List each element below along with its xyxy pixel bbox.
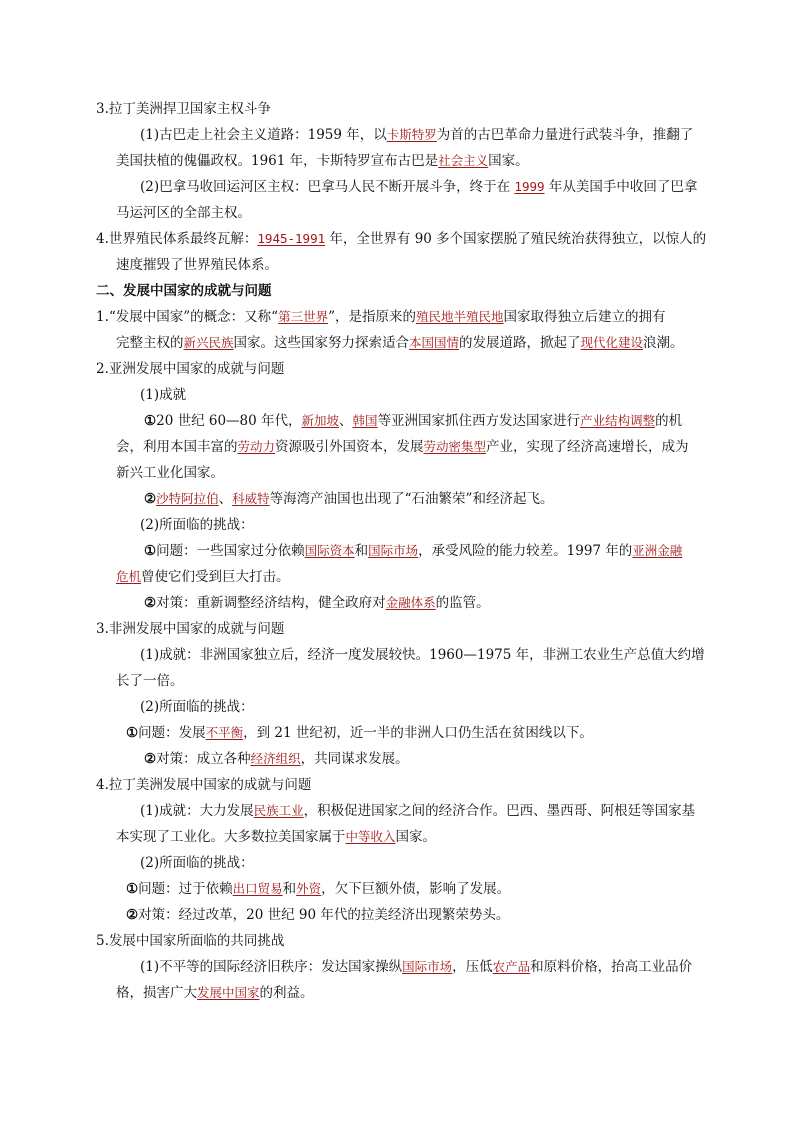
text-run: (1)不平等的国际经济旧秩序：发达国家操纵: [140, 959, 403, 975]
paragraph-line: [0, 798, 794, 824]
answer-underline: 社会主义: [438, 153, 489, 168]
answer-underline: 本国国情: [409, 335, 460, 350]
text-run: 完整主权的: [116, 335, 184, 351]
answer-underline: 1945-1991: [257, 231, 326, 246]
item-number: ①: [126, 725, 139, 741]
paragraph-line: [0, 226, 794, 252]
text-run: (1)成就: [140, 387, 187, 403]
text-run: 对策：成立各种: [156, 751, 251, 767]
subsection-title: [0, 382, 794, 408]
answer-underline: 现代化建设: [580, 335, 644, 350]
answer-underline: 不平衡: [205, 725, 244, 740]
text-run: 5.发展中国家所面临的共同挑战: [96, 933, 285, 949]
paragraph-line: [0, 564, 794, 590]
item-number: ②: [144, 491, 157, 507]
answer-underline: 经济组织: [250, 751, 301, 766]
answer-underline: 国际市场: [368, 543, 419, 558]
paragraph-line: [0, 746, 794, 772]
text-run: 马运河区的全部主权。: [116, 205, 251, 221]
text-run: 速度摧毁了世界殖民体系。: [116, 257, 278, 273]
text-run: (1)成就：大力发展: [140, 803, 254, 819]
text-run: 本实现了工业化。大多数拉美国家属于: [116, 829, 346, 845]
text-run: ”，是指原来的: [328, 309, 417, 325]
paragraph-line: [0, 954, 794, 980]
answer-underline: 国际市场: [402, 959, 453, 974]
paragraph-line: [0, 642, 794, 668]
text-run: 4.世界殖民体系最终瓦解：: [96, 231, 258, 247]
paragraph-line: [0, 538, 794, 564]
text-run: (2)所面临的挑战：: [140, 855, 254, 871]
answer-underline: 产业结构调整: [580, 413, 656, 428]
text-run: (1)古巴走上社会主义道路：1959 年，以: [140, 127, 387, 143]
text-run: 、: [218, 491, 233, 507]
text-run: 等海湾产油国也出现了“石油繁荣”和经济起飞。: [269, 491, 554, 507]
answer-underline: 沙特阿拉伯: [156, 491, 219, 506]
text-run: 年从美国手中收回了巴拿: [544, 179, 698, 195]
text-run: (2)巴拿马收回运河区主权：巴拿马人民不断开展斗争，终于在: [140, 179, 515, 195]
answer-underline: 科威特: [232, 491, 270, 506]
item-number: ①: [126, 881, 139, 897]
section-title-common-challenges: [0, 928, 794, 954]
text-run: ，承受风险的能力较差。1997 年的: [418, 543, 633, 559]
paragraph-line: [0, 434, 794, 460]
section-title-africa: [0, 616, 794, 642]
text-run: 问题：一些国家过分依赖: [156, 543, 305, 559]
answer-underline: 国际资本: [304, 543, 355, 558]
text-run: 会，利用本国丰富的: [116, 439, 238, 455]
text-run: (1)成就：非洲国家独立后，经济一度发展较快。1960—1975 年，非洲工农业生产总值大约增: [140, 647, 705, 663]
paragraph-line: [0, 200, 794, 226]
answer-underline: 劳动力: [237, 439, 276, 454]
subsection-title: [0, 694, 794, 720]
text-run: 问题：过于依赖: [138, 881, 233, 897]
answer-underline: 新兴民族: [183, 335, 234, 350]
text-run: 为首的古巴革命力量进行武装斗争，推翻了: [436, 127, 694, 143]
text-run: ，压低: [452, 959, 493, 975]
item-number: ②: [144, 751, 157, 767]
text-run: 的发展道路，掀起了: [459, 335, 581, 351]
paragraph-line: [0, 460, 794, 486]
text-run: ，到 21 世纪初，近一半的非洲人口仍生活在贫困线以下。: [243, 725, 593, 741]
text-run: ，共同谋求发展。: [300, 751, 409, 767]
text-run: 国家取得独立后建立的拥有: [503, 309, 666, 325]
paragraph-line: [0, 824, 794, 850]
text-run: 新兴工业化国家。: [116, 465, 224, 481]
text-run: 国家。这些国家努力探索适合: [233, 335, 410, 351]
paragraph-line: [0, 330, 794, 356]
text-run: 等亚洲国家抓住西方发达国家进行: [377, 413, 581, 429]
answer-underline: 出口贸易: [232, 881, 283, 896]
answer-underline: 危机: [116, 569, 142, 584]
text-run: 美国扶植的傀儡政权。1961 年，卡斯特罗宣布古巴是: [116, 153, 439, 169]
text-run: 产业，实现了经济高速增长，成为: [486, 439, 689, 455]
text-run: 4.拉丁美洲发展中国家的成就与问题: [96, 777, 312, 793]
answer-underline: 亚洲金融: [632, 543, 683, 558]
text-run: 20 世纪 60—80 年代，: [156, 413, 302, 429]
paragraph-line: [0, 304, 794, 330]
text-run: 年，全世界有 90 多个国家摆脱了殖民统治获得独立，以惊人的: [325, 231, 707, 247]
text-run: ，欠下巨额外债，影响了发展。: [321, 881, 511, 897]
text-run: 对策：经过改革，20 世纪 90 年代的拉美经济出现繁荣势头。: [138, 907, 510, 923]
item-number: ①: [144, 543, 157, 559]
item-number: ①: [144, 413, 157, 429]
subsection-title: [0, 850, 794, 876]
text-run: 的监管。: [435, 595, 490, 611]
text-run: (2)所面临的挑战：: [140, 517, 254, 533]
text-run: 二、发展中国家的成就与问题: [96, 283, 272, 299]
text-run: ，积极促进国家之间的经济合作。巴西、墨西哥、阿根廷等国家基: [303, 803, 696, 819]
paragraph-line: [0, 148, 794, 174]
paragraph-line: [0, 174, 794, 200]
paragraph-line: [0, 980, 794, 1006]
text-run: 格，损害广大: [116, 985, 197, 1001]
section-title-latin-development: [0, 772, 794, 798]
answer-underline: 金融体系: [385, 595, 436, 610]
paragraph-line: [0, 486, 794, 512]
text-run: 国家。: [488, 153, 529, 169]
section-title-latin-sovereignty: [0, 96, 794, 122]
text-run: 和: [354, 543, 369, 559]
answer-underline: 农产品: [492, 959, 531, 974]
paragraph-line: [0, 122, 794, 148]
item-number: ②: [126, 907, 139, 923]
text-run: 的机: [655, 413, 683, 429]
answer-underline: 新加坡: [301, 413, 340, 428]
answer-underline: 外资: [296, 881, 322, 896]
answer-underline: 1999: [514, 179, 545, 194]
answer-underline: 韩国: [352, 413, 378, 428]
text-run: 浪潮。: [643, 335, 684, 351]
paragraph-line: [0, 590, 794, 616]
text-run: 1.“发展中国家”的概念：又称“: [96, 309, 279, 325]
answer-underline: 第三世界: [278, 309, 329, 324]
paragraph-line: [0, 408, 794, 434]
answer-underline: 民族工业: [253, 803, 304, 818]
answer-underline: 殖民地半殖民地: [416, 309, 504, 324]
text-run: 3.拉丁美洲捍卫国家主权斗争: [96, 101, 271, 117]
paragraph-line: [0, 252, 794, 278]
chapter-heading: [0, 278, 794, 304]
text-run: 2.亚洲发展中国家的成就与问题: [96, 361, 285, 377]
text-run: 、: [339, 413, 353, 429]
subsection-title: [0, 512, 794, 538]
paragraph-line: [0, 720, 794, 746]
answer-underline: 发展中国家: [197, 985, 260, 1000]
answer-underline: 卡斯特罗: [386, 127, 437, 142]
text-run: 国家。: [395, 829, 437, 845]
text-run: (2)所面临的挑战：: [140, 699, 254, 715]
text-run: 问题：发展: [138, 725, 206, 741]
section-title-asia: [0, 356, 794, 382]
text-run: 长了一倍。: [116, 673, 184, 689]
text-run: 的利益。: [259, 985, 314, 1001]
paragraph-line: [0, 876, 794, 902]
item-number: ②: [144, 595, 157, 611]
paragraph-line: [0, 902, 794, 928]
paragraph-line: [0, 668, 794, 694]
text-run: 和原料价格，抬高工业品价: [530, 959, 693, 975]
text-run: 3.非洲发展中国家的成就与问题: [96, 621, 285, 637]
answer-underline: 劳动密集型: [423, 439, 487, 454]
text-run: 资源吸引外国资本，发展: [275, 439, 424, 455]
text-run: 和: [282, 881, 297, 897]
answer-underline: 中等收入: [345, 829, 396, 844]
text-run: 曾使它们受到巨大打击。: [141, 569, 290, 585]
text-run: 对策：重新调整经济结构，健全政府对: [156, 595, 386, 611]
